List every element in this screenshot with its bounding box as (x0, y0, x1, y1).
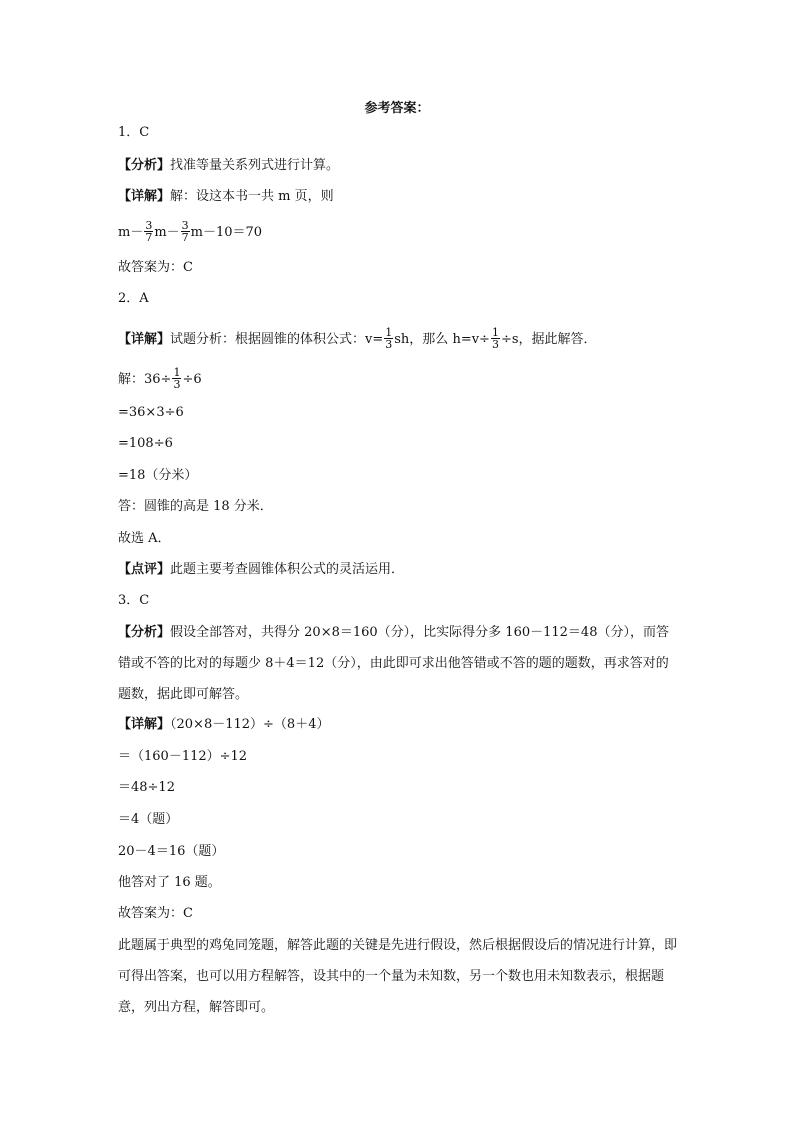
q1-equation (118, 221, 262, 244)
numerator: 3 (145, 219, 153, 232)
q3-step-2: ＝48÷12 (118, 780, 175, 795)
denominator: 7 (181, 231, 189, 244)
q1-detail (118, 188, 334, 206)
detail-tag: 【详解】 (118, 332, 171, 347)
detail-tag: 【详解】 (118, 189, 171, 204)
q2-choice: 故选 A． (118, 531, 171, 546)
denominator: 3 (173, 378, 181, 391)
q1-answer: 故答案为：C (118, 260, 193, 275)
numerator: 3 (181, 219, 189, 232)
analysis-text: 假设全部答对，共得分 20×8＝160（分），比实际得分多 160－112＝48（分），而答错或不答的比对的每题少 8＋4＝12（分），由此即可求出他答错或不答的题的题数，再求答对的题数，据此即可解答。 (118, 625, 669, 702)
fraction (384, 327, 393, 350)
q2-step-2: =108÷6 (118, 436, 173, 451)
fraction (181, 220, 190, 243)
q3-step-5: 他答对了 16 题。 (118, 875, 221, 890)
q3-step-3: ＝4（题） (118, 812, 179, 827)
q2-solution (118, 368, 202, 391)
q1-analysis (118, 157, 339, 175)
equation-part: m－ (154, 225, 180, 240)
q3-detail (118, 716, 329, 734)
denominator: 3 (491, 338, 499, 351)
analysis-tag: 【分析】 (118, 158, 171, 173)
numerator: 1 (491, 326, 499, 339)
q1-number: 1．C (118, 125, 150, 140)
q2-answer: 答：圆锥的高是 18 分米． (118, 499, 273, 514)
fraction (491, 327, 500, 350)
analysis-tag: 【分析】 (118, 625, 171, 640)
q2-step-3: =18（分米） (118, 468, 198, 483)
detail-text: （20×8－112）÷（8＋4） (170, 717, 330, 732)
equation-part: m－ (118, 225, 144, 240)
fraction (172, 367, 181, 390)
analysis-text: 找准等量关系列式进行计算。 (170, 158, 340, 173)
solution-part: ÷6 (182, 372, 202, 387)
q2-review (118, 561, 404, 579)
detail-text: 解：设这本书一共 m 页，则 (170, 189, 334, 204)
detail-text: ÷s，据此解答． (500, 332, 597, 347)
review-tag: 【点评】 (118, 562, 171, 577)
solution-part: 解：36÷ (118, 372, 172, 387)
q3-summary: 此题属于典型的鸡兔同笼题，解答此题的关键是先进行假设，然后根据假设后的情况进行计算，即可得出答案，也可以用方程解答，设其中的一个量为未知数，另一个数也用未知数表示，根据题意，列出方程，解答即可。 (118, 938, 678, 1015)
equation-part: m－10＝70 (190, 225, 263, 240)
q3-step-4: 20－4＝16（题） (118, 844, 225, 859)
detail-tag: 【详解】 (118, 717, 171, 732)
review-text: 此题主要考查圆锥体积公式的灵活运用． (170, 562, 405, 577)
detail-text: sh，那么 h=v÷ (394, 332, 490, 347)
q3-number: 3．C (118, 593, 150, 608)
q2-step-1: =36×3÷6 (118, 405, 184, 420)
q2-detail (118, 328, 597, 351)
fraction (144, 220, 153, 243)
q3-step-1: ＝（160－112）÷12 (118, 749, 248, 764)
q2-number: 2．A (118, 291, 149, 306)
page-title: 参考答案： (364, 101, 430, 116)
denominator: 7 (145, 231, 153, 244)
detail-text: 试题分析：根据圆锥的体积公式：v= (170, 332, 384, 347)
numerator: 1 (385, 326, 393, 339)
denominator: 3 (385, 338, 393, 351)
numerator: 1 (173, 366, 181, 379)
q3-analysis (118, 617, 678, 710)
q3-answer: 故答案为：C (118, 906, 193, 921)
